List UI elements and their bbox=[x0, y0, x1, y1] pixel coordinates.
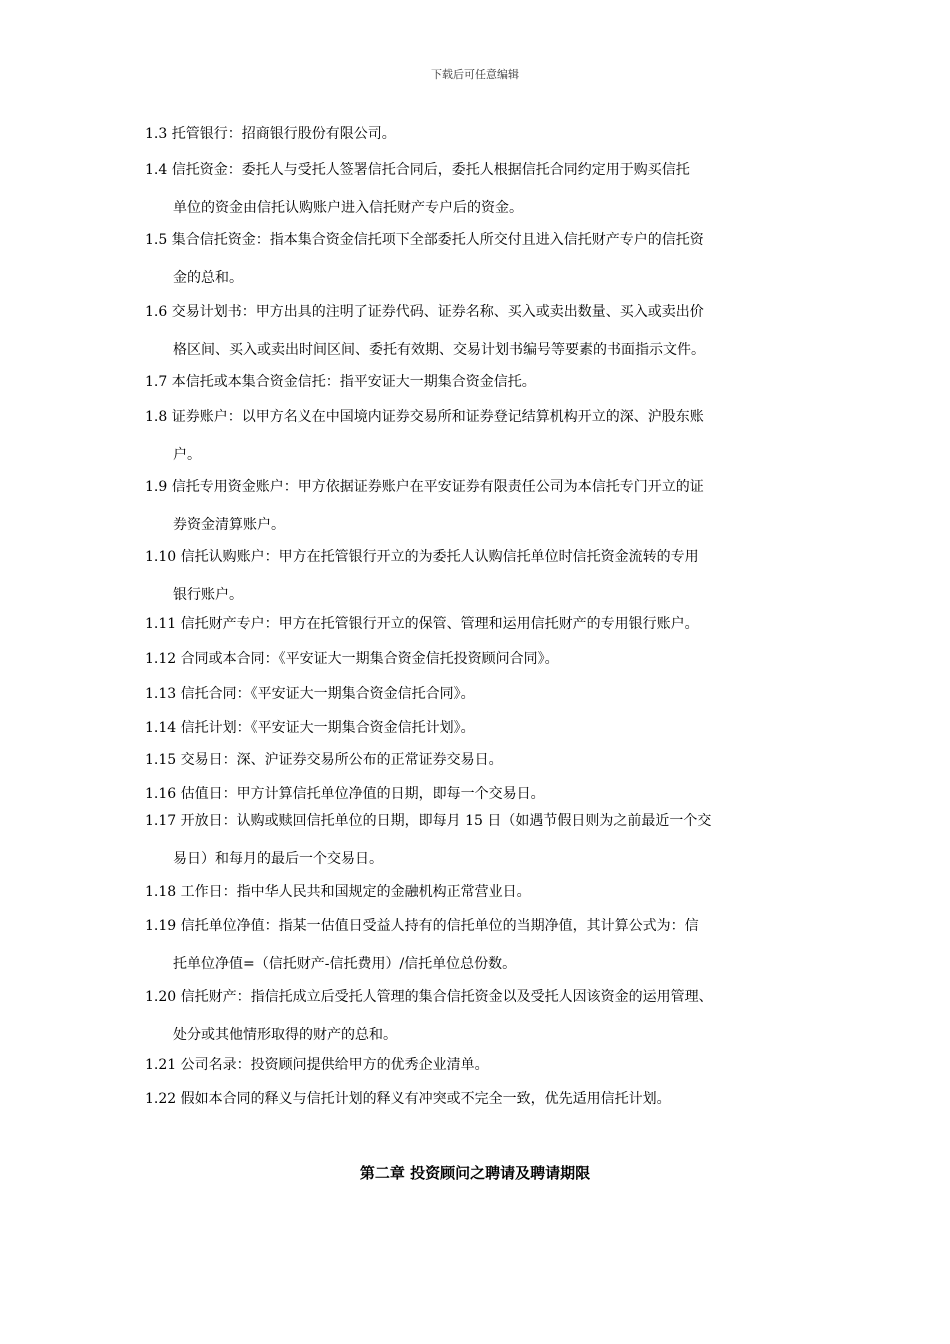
list-item bbox=[145, 784, 815, 811]
list-item bbox=[145, 882, 815, 916]
item-text: 1.7 本信托或本集合资金信托：指平安证大一期集合资金信托。 bbox=[145, 374, 536, 390]
list-item bbox=[145, 124, 815, 160]
definitions-list bbox=[145, 124, 815, 1123]
item-continuation: 处分或其他情形取得的财产的总和。 bbox=[173, 1027, 397, 1043]
list-item bbox=[145, 649, 815, 684]
list-item bbox=[145, 407, 815, 477]
item-text: 1.10 信托认购账户：甲方在托管银行开立的为委托人认购信托单位时信托资金流转的专用 bbox=[145, 549, 699, 565]
item-text: 1.9 信托专用资金账户：甲方依据证券账户在平安证券有限责任公司为本信托专门开立的证 bbox=[145, 479, 704, 495]
list-item bbox=[145, 160, 815, 230]
item-text: 1.17 开放日：认购或赎回信托单位的日期，即每月 15 日（如遇节假日则为之前最近一个交 bbox=[145, 813, 712, 829]
item-text: 1.16 估值日：甲方计算信托单位净值的日期，即每一个交易日。 bbox=[145, 786, 545, 802]
item-text: 1.13 信托合同：《平安证大一期集合资金信托合同》。 bbox=[145, 686, 475, 702]
item-text: 1.12 合同或本合同：《平安证大一期集合资金信托投资顾问合同》。 bbox=[145, 651, 559, 667]
item-continuation: 券资金清算账户。 bbox=[173, 517, 285, 533]
list-item bbox=[145, 230, 815, 302]
item-text: 1.20 信托财产：指信托成立后受托人管理的集合信托资金以及受托人因该资金的运用管理、 bbox=[145, 989, 713, 1005]
item-text: 1.4 信托资金：委托人与受托人签署信托合同后，委托人根据信托合同约定用于购买信托 bbox=[145, 162, 690, 178]
item-text: 1.14 信托计划：《平安证大一期集合资金信托计划》。 bbox=[145, 720, 475, 736]
item-continuation: 金的总和。 bbox=[173, 270, 243, 286]
list-item bbox=[145, 916, 815, 987]
list-item bbox=[145, 477, 815, 547]
item-continuation: 托单位净值=（信托财产-信托费用）/信托单位总份数。 bbox=[173, 956, 517, 972]
list-item bbox=[145, 302, 815, 372]
item-continuation: 银行账户。 bbox=[173, 587, 243, 603]
list-item bbox=[145, 811, 815, 882]
list-item bbox=[145, 372, 815, 407]
list-item bbox=[145, 750, 815, 784]
item-text: 1.21 公司名录：投资顾问提供给甲方的优秀企业清单。 bbox=[145, 1057, 489, 1073]
item-continuation: 易日）和每月的最后一个交易日。 bbox=[173, 851, 383, 867]
list-item bbox=[145, 614, 815, 649]
list-item bbox=[145, 1089, 815, 1123]
list-item bbox=[145, 987, 815, 1055]
list-item bbox=[145, 718, 815, 750]
chapter-title: 第二章 投资顾问之聘请及聘请期限 bbox=[359, 1164, 591, 1182]
item-text: 1.5 集合信托资金：指本集合资金信托项下全部委托人所交付且进入信托财产专户的信托资 bbox=[145, 232, 704, 248]
list-item bbox=[145, 684, 815, 718]
item-text: 1.8 证券账户：以甲方名义在中国境内证券交易所和证券登记结算机构开立的深、沪股东账 bbox=[145, 409, 704, 425]
item-continuation: 单位的资金由信托认购账户进入信托财产专户后的资金。 bbox=[173, 200, 523, 216]
item-text: 1.15 交易日：深、沪证券交易所公布的正常证券交易日。 bbox=[145, 752, 503, 768]
item-continuation: 格区间、买入或卖出时间区间、委托有效期、交易计划书编号等要素的书面指示文件。 bbox=[173, 342, 705, 358]
item-text: 1.22 假如本合同的释义与信托计划的释义有冲突或不完全一致，优先适用信托计划。 bbox=[145, 1091, 671, 1107]
item-text: 1.11 信托财产专户：甲方在托管银行开立的保管、管理和运用信托财产的专用银行账户。 bbox=[145, 616, 699, 632]
page-header: 下载后可任意编辑 bbox=[431, 68, 519, 81]
item-text: 1.6 交易计划书：甲方出具的注明了证券代码、证券名称、买入或卖出数量、买入或卖出价 bbox=[145, 304, 704, 320]
item-continuation: 户。 bbox=[173, 447, 201, 463]
list-item bbox=[145, 547, 815, 614]
item-text: 1.18 工作日：指中华人民共和国规定的金融机构正常营业日。 bbox=[145, 884, 531, 900]
item-text: 1.3 托管银行：招商银行股份有限公司。 bbox=[145, 126, 396, 142]
item-text: 1.19 信托单位净值：指某一估值日受益人持有的信托单位的当期净值，其计算公式为：信 bbox=[145, 918, 699, 934]
list-item bbox=[145, 1055, 815, 1089]
